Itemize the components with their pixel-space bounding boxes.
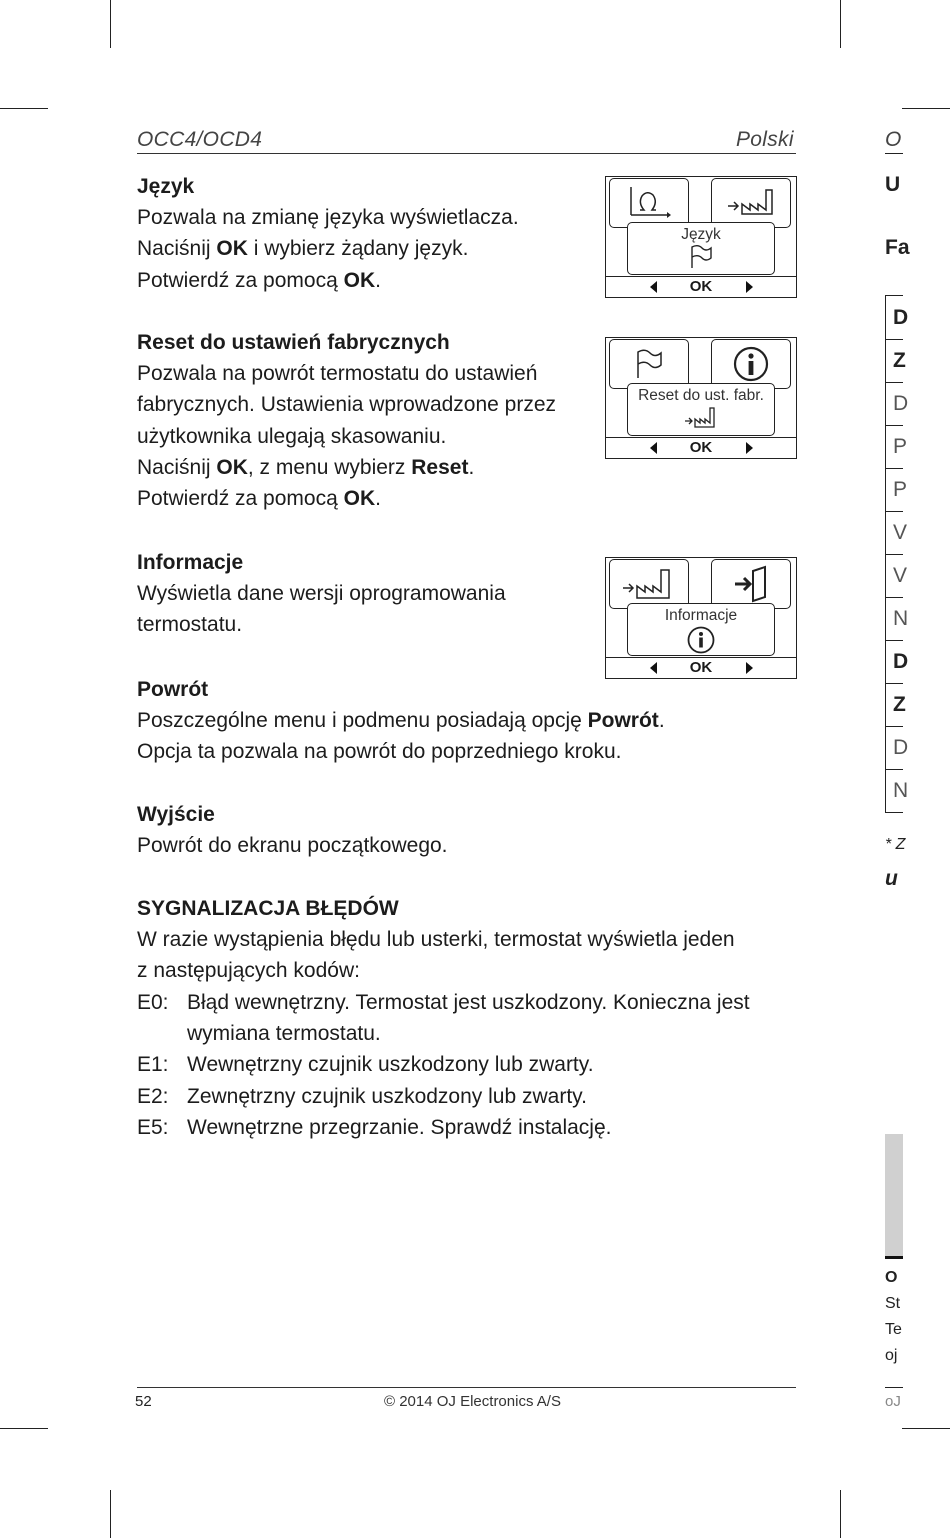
ok-button[interactable]: OK [689, 439, 713, 456]
body-text: Pozwala na powrót termostatu do ustawień [137, 362, 538, 386]
facing-page-rule [885, 295, 903, 296]
header-rule [137, 153, 796, 154]
body-text: Potwierdź za pomocą [137, 268, 344, 292]
error-code: E2: [137, 1084, 169, 1108]
body-text: . [375, 268, 381, 292]
facing-page-fragment: Te [885, 1321, 902, 1338]
arrow-right-icon[interactable] [746, 442, 753, 454]
exit-icon [711, 559, 791, 609]
menu-label-box [627, 222, 775, 275]
body-text: fabrycznych. Ustawienia wprowadzone przez [137, 393, 557, 417]
body-line [137, 202, 519, 233]
body-text: Naciśnij [137, 455, 217, 479]
section-exit [137, 799, 448, 861]
facing-page-rule [885, 382, 903, 383]
facing-page-rule [885, 468, 903, 469]
body-line [137, 830, 448, 861]
crop-mark [902, 108, 950, 109]
footer-rule [137, 1387, 796, 1388]
error-code: E1: [137, 1053, 169, 1077]
emphasis-text: OK [343, 268, 376, 292]
facing-page-table-border [885, 295, 886, 813]
body-line [137, 578, 506, 609]
error-description: Błąd wewnętrzny. Termostat jest uszkodzony. Konieczna jest [187, 991, 750, 1014]
facing-page-fragment: D [893, 736, 909, 759]
body-text: Wyświetla dane wersji oprogramowania [137, 582, 506, 606]
section-factory-reset [137, 327, 556, 514]
facing-page-fragment: Fa [885, 236, 910, 259]
facing-page-rule [885, 339, 903, 340]
crop-mark [0, 108, 48, 109]
crop-mark [840, 1490, 841, 1538]
screen-factory-reset [605, 337, 797, 459]
facing-page-rule [885, 1387, 903, 1388]
facing-page-fragment: N [893, 779, 909, 802]
body-line [137, 265, 519, 296]
facing-page-fragment: D [893, 306, 909, 329]
body-line [137, 389, 556, 420]
copyright: © 2014 OJ Electronics A/S [384, 1393, 561, 1410]
nav-bar [606, 657, 796, 678]
section-heading: Informacje [137, 551, 244, 574]
body-text: Pozwala na zmianę języka wyświetlacza. [137, 206, 519, 230]
body-text: . [375, 487, 381, 511]
body-text: Powrót do ekranu początkowego. [137, 834, 448, 858]
crop-mark [0, 1428, 48, 1429]
nav-bar [606, 437, 796, 458]
body-line [137, 452, 556, 483]
omega-icon [609, 178, 689, 228]
factory-icon [609, 559, 689, 609]
section-heading: Język [137, 175, 195, 198]
error-list [137, 987, 750, 1143]
arrow-right-icon[interactable] [746, 662, 753, 674]
facing-page-rule [885, 726, 903, 727]
facing-page-fragment: St [885, 1295, 901, 1312]
ok-button[interactable]: OK [689, 659, 713, 676]
facing-page-fragment: D [893, 650, 909, 673]
emphasis-text: Powrót [587, 709, 659, 733]
body-text: Poszczególne menu i podmenu posiadają opcję [137, 709, 588, 733]
body-line [137, 609, 506, 640]
body-line [137, 924, 735, 955]
facing-page-rule [885, 683, 903, 684]
body-text: użytkownika ulegają skasowaniu. [137, 424, 447, 448]
emphasis-text: OK [216, 237, 248, 261]
facing-page-fragment: N [893, 607, 909, 630]
flag-icon [688, 245, 714, 269]
facing-page-fragment: U [885, 173, 901, 196]
section-error-signaling [137, 893, 735, 987]
body-text: Potwierdź za pomocą [137, 487, 344, 511]
section-language [137, 171, 519, 296]
section-heading: Wyjście [137, 803, 215, 826]
info-icon [711, 339, 791, 389]
facing-page-fragment: D [893, 392, 909, 415]
section-heading: Powrót [137, 678, 209, 701]
crop-mark [110, 0, 111, 48]
section-heading: SYGNALIZACJA BŁĘDÓW [137, 897, 399, 920]
menu-label: Informacje [664, 607, 738, 624]
menu-label-box [627, 603, 775, 656]
body-line [137, 358, 556, 389]
menu-label: Język [681, 226, 721, 243]
error-item [137, 1018, 750, 1049]
crop-mark [840, 0, 841, 48]
facing-page-rule [885, 511, 903, 512]
facing-page-fragment: oj [885, 1347, 898, 1364]
facing-page-grey-block [885, 1134, 903, 1256]
ok-button[interactable]: OK [689, 278, 713, 295]
error-code: E5: [137, 1115, 169, 1139]
body-text: . [658, 709, 665, 733]
body-line [137, 421, 556, 452]
body-text: . [468, 455, 475, 479]
screen-language [605, 176, 797, 298]
facing-page-rule [885, 153, 903, 154]
facing-page-rule [885, 1256, 903, 1259]
facing-page-fragment: oJ [885, 1393, 901, 1410]
facing-page-fragment: V [893, 521, 908, 544]
body-line [137, 233, 519, 264]
facing-page-rule [885, 812, 903, 813]
body-text: Naciśnij [137, 237, 217, 261]
screen-information [605, 557, 797, 679]
facing-page-fragment: * Z [885, 836, 906, 853]
crop-mark [110, 1490, 111, 1538]
section-heading: Reset do ustawień fabrycznych [137, 331, 450, 354]
error-code: E0: [137, 991, 169, 1014]
facing-page-fragment: O [885, 1269, 898, 1286]
facing-page-fragment: V [893, 564, 908, 587]
error-item [137, 1081, 750, 1112]
body-line [137, 736, 665, 767]
error-item [137, 987, 750, 1018]
error-description: Wewnętrzne przegrzanie. Sprawdź instalację. [187, 1115, 612, 1139]
body-text: W razie wystąpienia błędu lub usterki, termostat wyświetla jeden [137, 928, 735, 952]
facing-page-rule [885, 597, 903, 598]
body-text: Opcja ta pozwala na powrót do poprzedniego kroku. [137, 740, 622, 764]
emphasis-text: OK [216, 455, 248, 479]
error-description: wymiana termostatu. [187, 1022, 381, 1046]
nav-bar [606, 276, 796, 297]
info-icon [686, 626, 716, 654]
header-language: Polski [736, 128, 794, 151]
facing-page-fragment: u [885, 867, 898, 890]
facing-page-fragment: O [885, 128, 902, 151]
arrow-right-icon[interactable] [746, 281, 753, 293]
facing-page-fragment: Z [893, 693, 906, 716]
facing-page-rule [885, 425, 903, 426]
crop-mark [902, 1428, 950, 1429]
emphasis-text: Reset [411, 455, 469, 479]
menu-label-box [627, 383, 775, 436]
facing-page-fragment: P [893, 435, 908, 458]
body-text: i wybierz żądany język. [247, 237, 469, 261]
error-description: Wewnętrzny czujnik uszkodzony lub zwarty. [187, 1053, 594, 1077]
flag-icon [609, 339, 689, 389]
emphasis-text: OK [343, 487, 376, 511]
section-information [137, 547, 506, 641]
body-text: , z menu wybierz [247, 455, 412, 479]
facing-page-rule [885, 640, 903, 641]
factory-icon [684, 406, 718, 430]
body-text: z następujących kodów: [137, 959, 360, 983]
error-description: Zewnętrzny czujnik uszkodzony lub zwarty. [187, 1084, 587, 1108]
facing-page-rule [885, 554, 903, 555]
menu-label: Reset do ust. fabr. [638, 387, 764, 404]
body-text: termostatu. [137, 613, 243, 637]
body-line [137, 955, 735, 986]
factory-icon [711, 178, 791, 228]
header-title: OCC4/OCD4 [137, 128, 263, 151]
body-line [137, 705, 665, 736]
section-back [137, 674, 665, 768]
error-item [137, 1049, 750, 1080]
page-number: 52 [135, 1393, 152, 1410]
facing-page-rule [885, 769, 903, 770]
body-line [137, 483, 556, 514]
facing-page-fragment: P [893, 478, 908, 501]
facing-page-fragment: Z [893, 349, 906, 372]
error-item [137, 1112, 750, 1143]
